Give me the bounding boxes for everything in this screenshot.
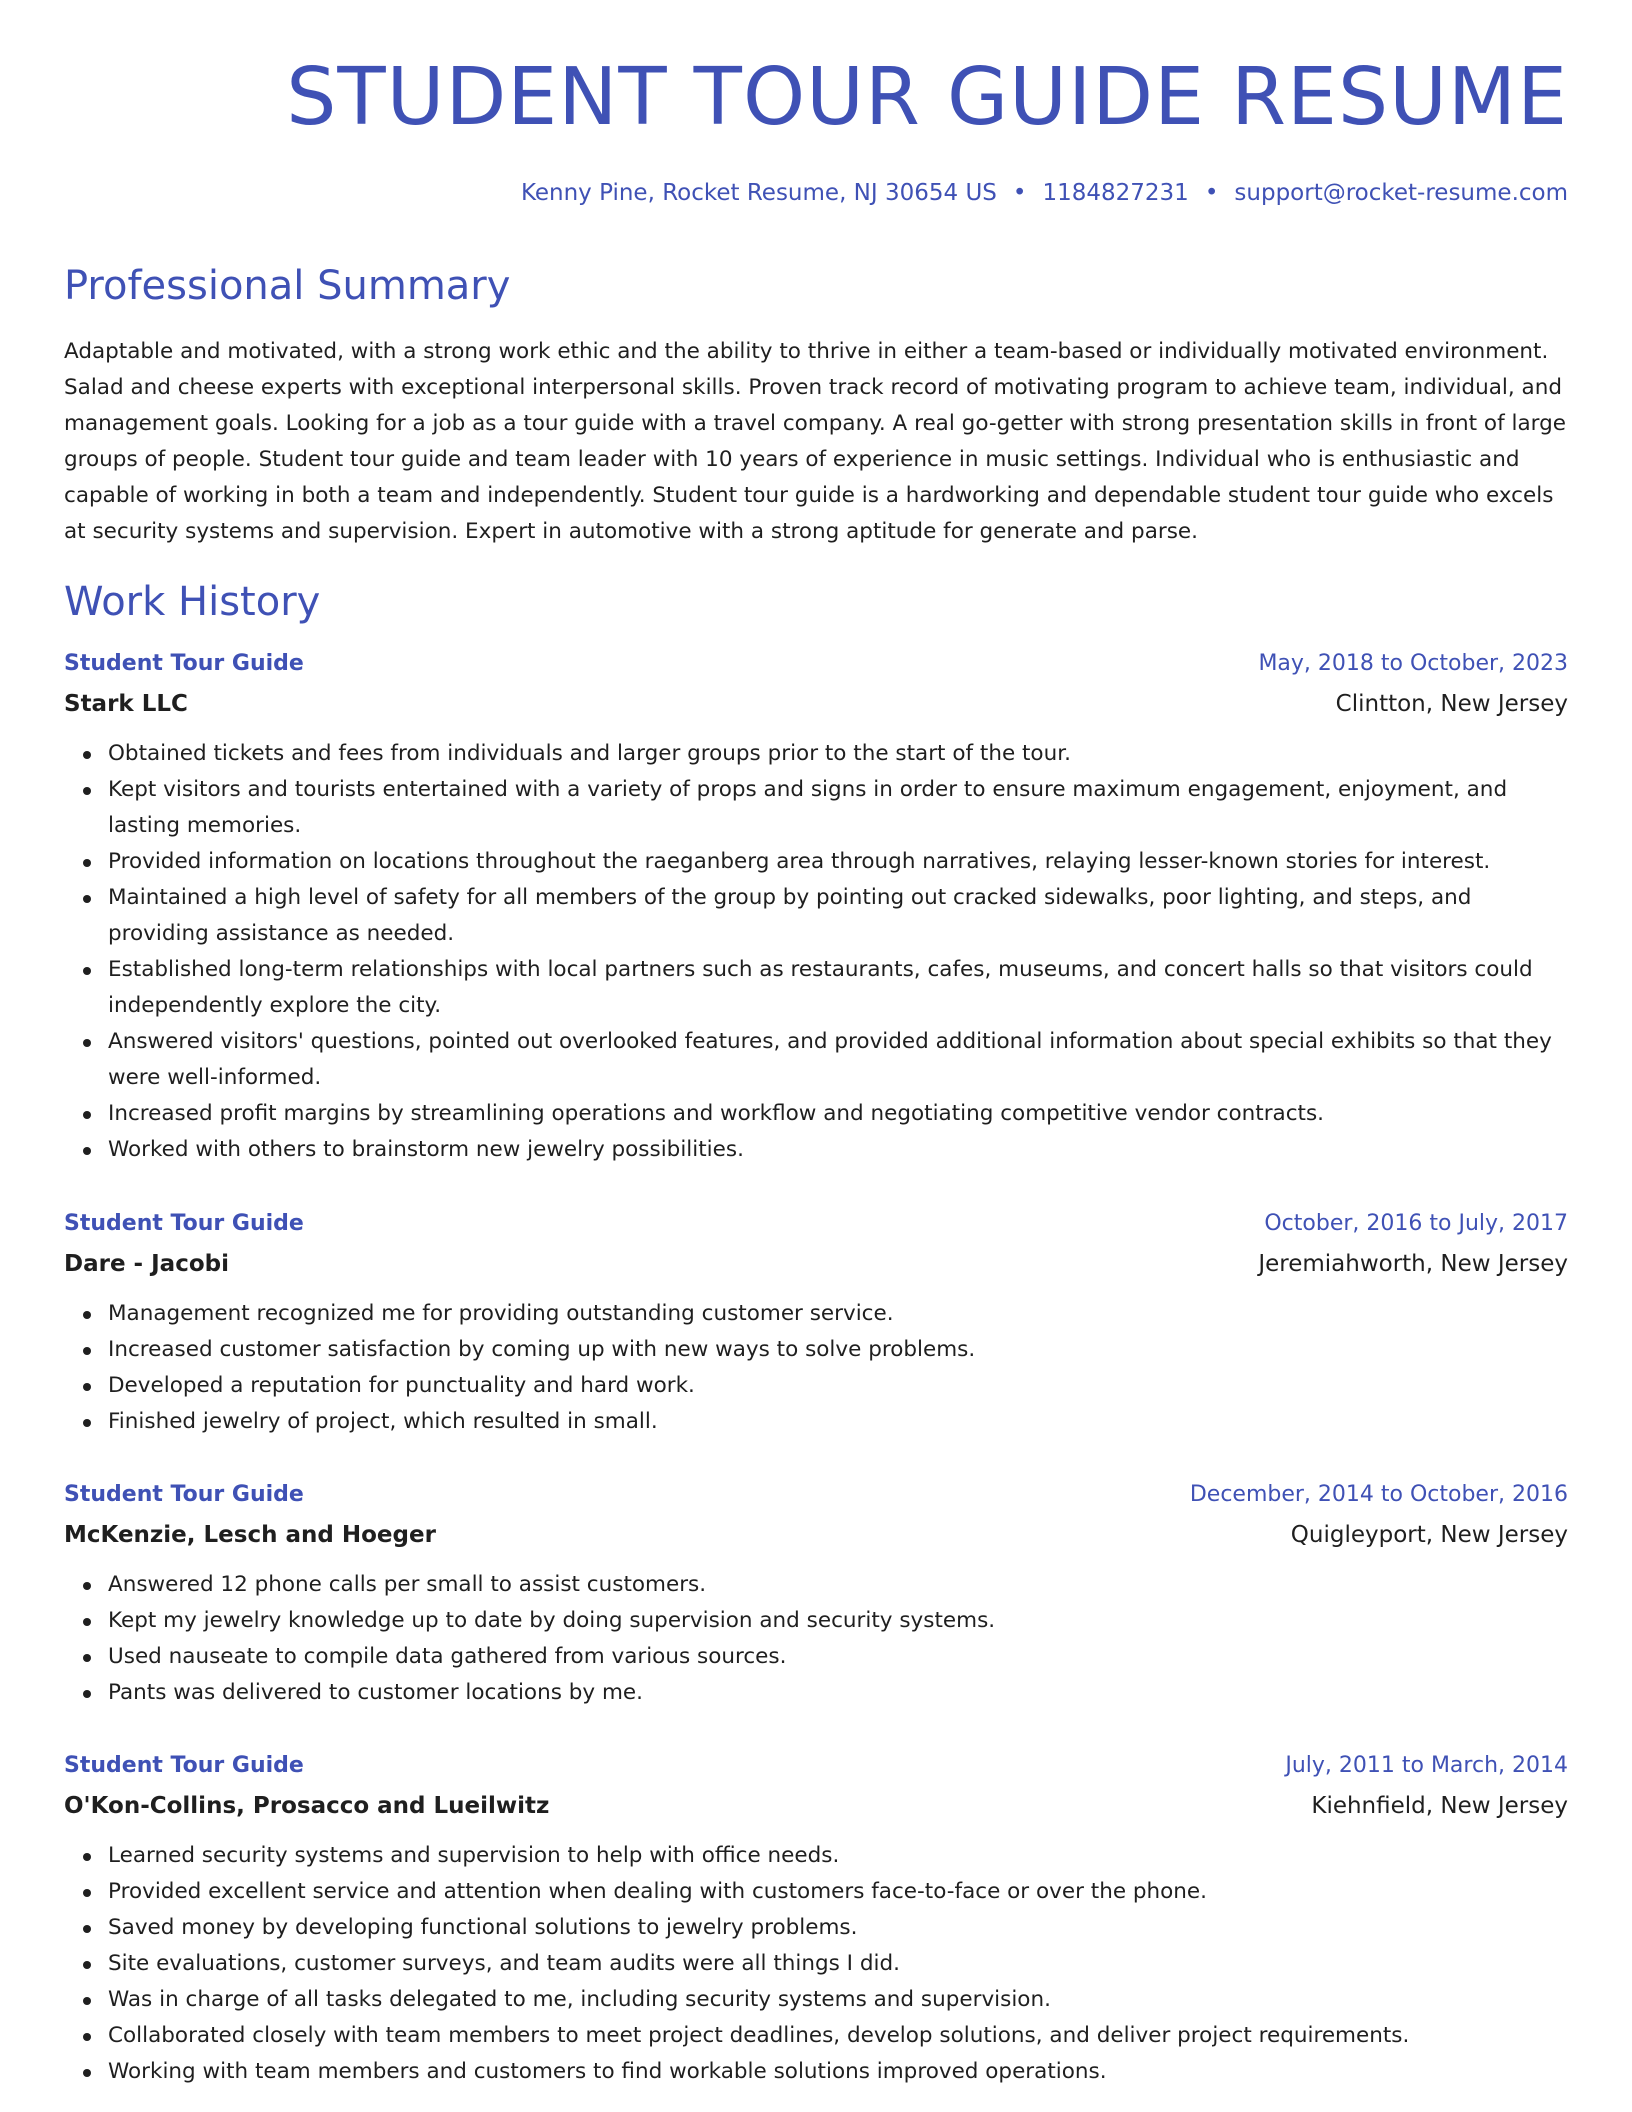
job-bullet-list (64, 1567, 1568, 1711)
job-bullet: Provided excellent service and attention when dealing with customers face-to-face or over the phone. (108, 1874, 1568, 1910)
job-title: Student Tour Guide (64, 651, 304, 676)
contact-address: Kenny Pine, Rocket Resume, NJ 30654 US (520, 180, 997, 206)
job-location: Quigleyport, New Jersey (1290, 1522, 1568, 1548)
job-company-row (64, 1515, 1568, 1555)
job-entry (64, 1475, 1568, 1711)
job-bullet-list (64, 736, 1568, 1168)
job-title: Student Tour Guide (64, 1482, 304, 1507)
contact-email: support@rocket-resume.com (1234, 180, 1568, 206)
job-bullet: Pants was delivered to customer locations by me. (108, 1675, 1568, 1711)
job-bullet: Kept my jewelry knowledge up to date by doing supervision and security systems. (108, 1603, 1568, 1639)
job-bullet: Answered visitors' questions, pointed out overlooked features, and provided additional information about special exhibits so that they were well-informed. (108, 1024, 1568, 1096)
job-company: O'Kon-Collins, Prosacco and Lueilwitz (64, 1793, 550, 1819)
job-company: McKenzie, Lesch and Hoeger (64, 1522, 436, 1548)
job-bullet: Established long-term relationships with local partners such as restaurants, cafes, museums, and concert halls so that visitors could independently explore the city. (108, 952, 1568, 1024)
job-title-row (64, 644, 1568, 684)
job-bullet: Was in charge of all tasks delegated to me, including security systems and supervision. (108, 1982, 1568, 2018)
job-title: Student Tour Guide (64, 1753, 304, 1778)
job-title: Student Tour Guide (64, 1211, 304, 1236)
job-company: Stark LLC (64, 691, 188, 717)
job-company-row (64, 1244, 1568, 1284)
job-bullet: Finished jewelry of project, which resulted in small. (108, 1404, 1568, 1440)
job-company-row (64, 684, 1568, 724)
job-title-row (64, 1204, 1568, 1244)
job-location: Kiehnfield, New Jersey (1311, 1793, 1568, 1819)
job-bullet: Working with team members and customers to find workable solutions improved operations. (108, 2054, 1568, 2090)
job-bullet: Worked with others to brainstorm new jewelry possibilities. (108, 1132, 1568, 1168)
job-bullet: Obtained tickets and fees from individuals and larger groups prior to the start of the tour. (108, 736, 1568, 772)
job-location: Clintton, New Jersey (1335, 691, 1568, 717)
contact-separator: • (1204, 180, 1219, 206)
job-bullet: Increased profit margins by streamlining operations and workflow and negotiating competitive vendor contracts. (108, 1096, 1568, 1132)
job-bullet: Developed a reputation for punctuality and hard work. (108, 1368, 1568, 1404)
job-dates: December, 2014 to October, 2016 (1189, 1482, 1568, 1507)
professional-summary-text: Adaptable and motivated, with a strong work ethic and the ability to thrive in either a team-based or individually motivated environment. Salad and cheese experts with exceptional interpersonal skills. Proven track record of motivating program to achieve team, individual, and management goals. Looking for a job as a tour guide with a travel company. A real go-getter with strong presentation skills in front of large groups of people. Student tour guide and team leader with 10 years of experience in music settings. Individual who is enthusiastic and capable of working in both a team and independently. Student tour guide is a hardworking and dependable student tour guide who excels at security systems and supervision. Expert in automotive with a strong aptitude for generate and parse. (64, 339, 1566, 544)
job-bullet: Management recognized me for providing outstanding customer service. (108, 1296, 1568, 1332)
contact-separator: • (1012, 180, 1027, 206)
job-bullet: Site evaluations, customer surveys, and team audits were all things I did. (108, 1946, 1568, 1982)
job-company: Dare - Jacobi (64, 1251, 229, 1277)
job-dates: July, 2011 to March, 2014 (1285, 1753, 1568, 1778)
job-bullet: Kept visitors and tourists entertained with a variety of props and signs in order to ensure maximum engagement, enjoyment, and lasting memories. (108, 772, 1568, 844)
job-bullet: Used nauseate to compile data gathered from various sources. (108, 1639, 1568, 1675)
job-location: Jeremiahworth, New Jersey (1258, 1251, 1568, 1277)
job-bullet-list (64, 1296, 1568, 1440)
job-bullet: Maintained a high level of safety for all members of the group by pointing out cracked sidewalks, poor lighting, and steps, and providing assistance as needed. (108, 880, 1568, 952)
job-bullet: Saved money by developing functional solutions to jewelry problems. (108, 1910, 1568, 1946)
professional-summary-heading: Professional Summary (64, 263, 511, 309)
job-dates: May, 2018 to October, 2023 (1258, 651, 1568, 676)
resume-title: STUDENT TOUR GUIDE RESUME (286, 51, 1568, 143)
job-bullet: Answered 12 phone calls per small to assist customers. (108, 1567, 1568, 1603)
job-entry (64, 644, 1568, 1168)
job-bullet: Learned security systems and supervision to help with office needs. (108, 1838, 1568, 1874)
job-bullet-list (64, 1838, 1568, 2090)
job-bullet: Collaborated closely with team members to meet project deadlines, develop solutions, and deliver project requirements. (108, 2018, 1568, 2054)
contact-line (521, 180, 1568, 208)
job-title-row (64, 1746, 1568, 1786)
work-history-heading: Work History (64, 579, 321, 625)
job-entry (64, 1204, 1568, 1440)
job-title-row (64, 1475, 1568, 1515)
contact-phone: 1184827231 (1042, 180, 1189, 206)
job-dates: October, 2016 to July, 2017 (1264, 1211, 1568, 1236)
job-company-row (64, 1786, 1568, 1826)
job-bullet: Provided information on locations throughout the raeganberg area through narratives, relaying lesser-known stories for interest. (108, 844, 1568, 880)
job-entry (64, 1746, 1568, 2090)
job-bullet: Increased customer satisfaction by coming up with new ways to solve problems. (108, 1332, 1568, 1368)
